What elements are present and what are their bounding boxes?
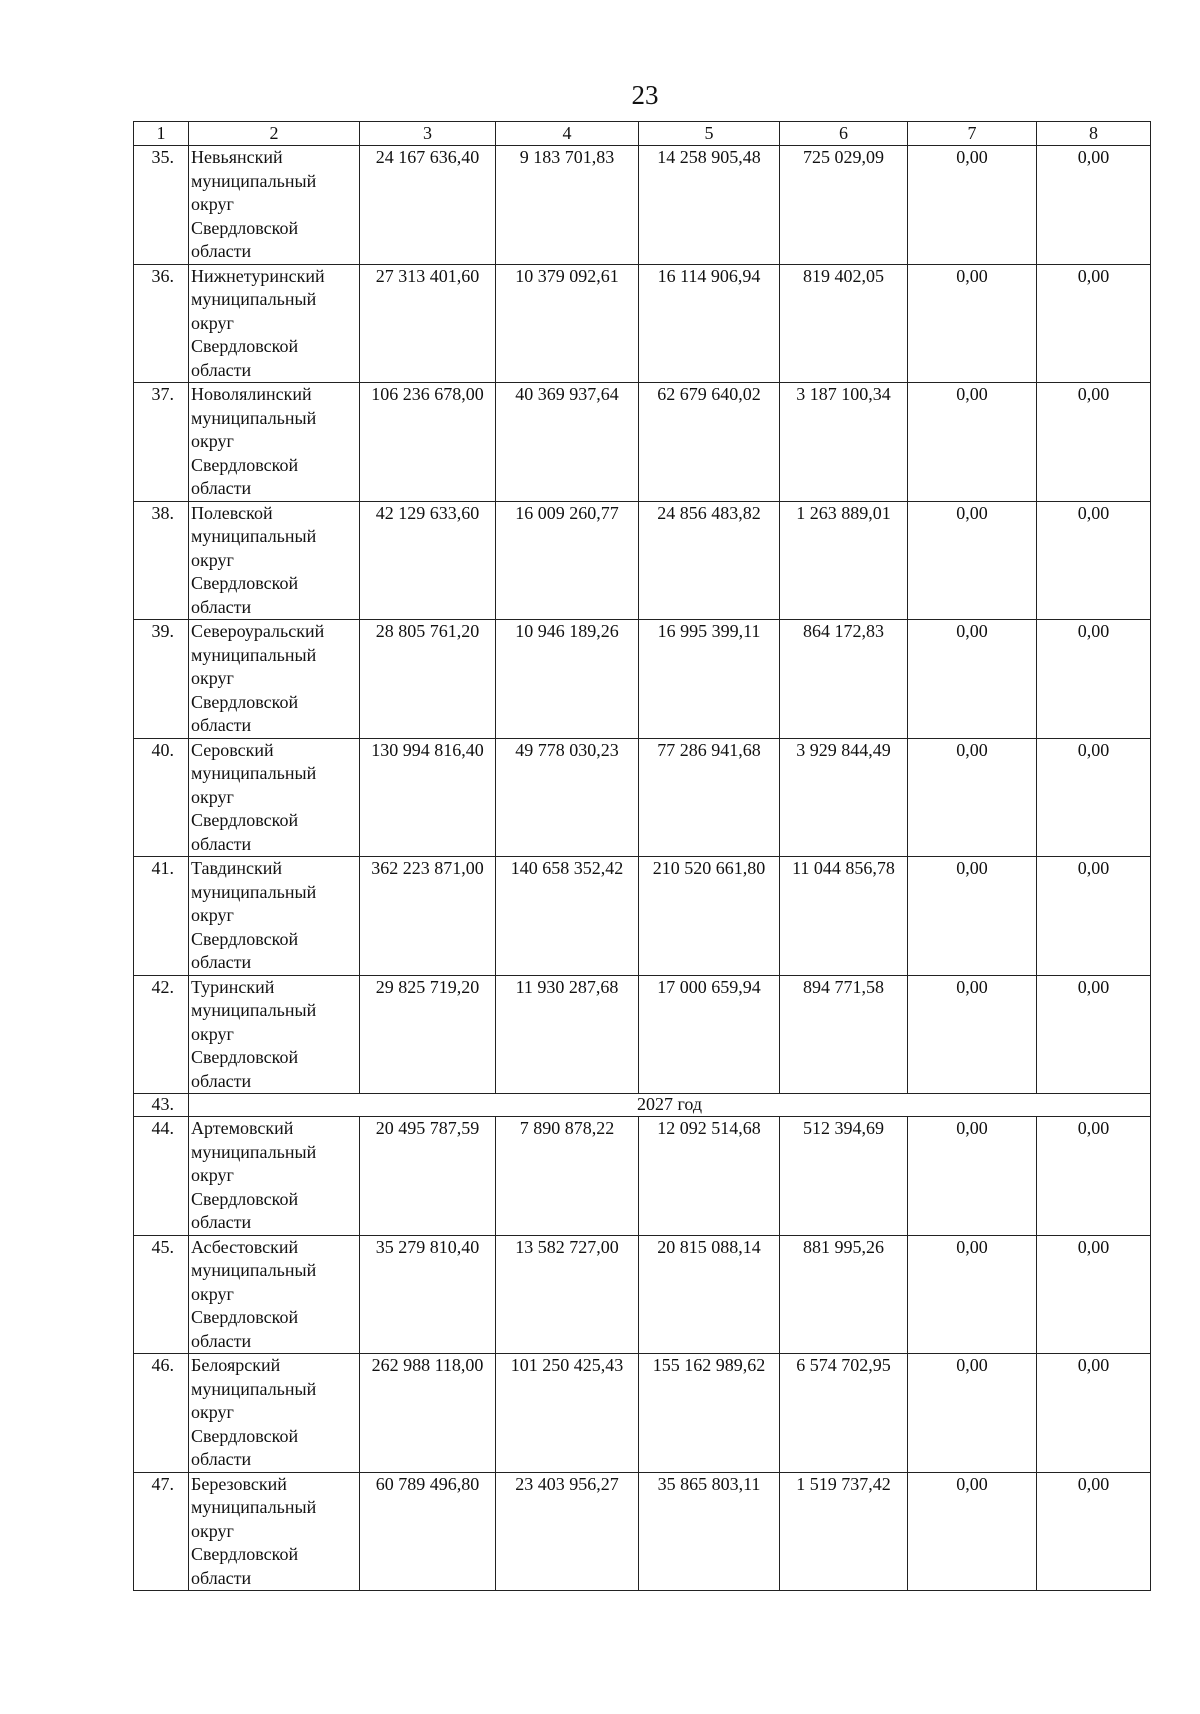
value-cell-v4: 16 009 260,77 bbox=[496, 501, 639, 620]
municipality-name-line: Свердловской bbox=[191, 691, 299, 712]
municipality-name-line: Свердловской bbox=[191, 810, 299, 830]
municipality-name-line: Свердловской bbox=[191, 1425, 299, 1446]
row-number: 42. bbox=[134, 975, 189, 1094]
municipality-name bbox=[189, 975, 360, 1094]
municipality-name-line: муниципальный bbox=[191, 1000, 317, 1020]
table-row bbox=[134, 1472, 1151, 1591]
row-number: 43. bbox=[134, 1094, 189, 1117]
value-cell-v8: 0,00 bbox=[1037, 857, 1151, 976]
municipality-name-line: округ bbox=[191, 668, 234, 688]
value-cell-v5: 20 815 088,14 bbox=[639, 1235, 780, 1354]
value-cell-v7: 0,00 bbox=[908, 1235, 1037, 1354]
municipality-name bbox=[189, 1354, 360, 1473]
value-cell-v3: 60 789 496,80 bbox=[360, 1472, 496, 1591]
value-cell-v6: 1 519 737,42 bbox=[780, 1472, 908, 1591]
municipality-name-line: муниципальный bbox=[191, 289, 317, 309]
table-row bbox=[134, 383, 1151, 502]
municipality-name-line: области bbox=[191, 952, 252, 972]
municipality-name-line: округ bbox=[191, 431, 234, 451]
value-cell-v8: 0,00 bbox=[1037, 264, 1151, 383]
row-number: 46. bbox=[134, 1354, 189, 1473]
value-cell-v8: 0,00 bbox=[1037, 501, 1151, 620]
value-cell-v8: 0,00 bbox=[1037, 738, 1151, 857]
municipality-name-line: округ bbox=[191, 194, 234, 214]
value-cell-v3: 42 129 633,60 bbox=[360, 501, 496, 620]
municipality-name-line: области bbox=[191, 1567, 252, 1588]
municipality-name-line: области bbox=[191, 1212, 252, 1232]
column-header: 3 bbox=[360, 122, 496, 146]
table-row bbox=[134, 1117, 1151, 1236]
municipality-name-line: Свердловской bbox=[191, 217, 299, 238]
value-cell-v8: 0,00 bbox=[1037, 1354, 1151, 1473]
municipality-name-line: муниципальный bbox=[191, 881, 317, 902]
municipality-name-line: Свердловской bbox=[191, 928, 299, 949]
municipality-name-line: муниципальный bbox=[191, 763, 317, 783]
row-number: 40. bbox=[134, 738, 189, 857]
row-number: 45. bbox=[134, 1235, 189, 1354]
municipality-name-line: муниципальный bbox=[191, 1497, 317, 1517]
column-header: 7 bbox=[908, 122, 1037, 146]
row-number: 47. bbox=[134, 1472, 189, 1591]
value-cell-v5: 77 286 941,68 bbox=[639, 738, 780, 857]
municipality-name bbox=[189, 383, 360, 502]
municipality-name-line: муниципальный bbox=[191, 1260, 317, 1280]
value-cell-v6: 11 044 856,78 bbox=[780, 857, 908, 976]
municipality-name-line: области bbox=[191, 1449, 252, 1469]
value-cell-v8: 0,00 bbox=[1037, 383, 1151, 502]
municipality-name bbox=[189, 1235, 360, 1354]
table-row bbox=[134, 620, 1151, 739]
row-number: 44. bbox=[134, 1117, 189, 1236]
municipality-name-line: округ bbox=[191, 1165, 234, 1185]
value-cell-v6: 6 574 702,95 bbox=[780, 1354, 908, 1473]
row-number: 39. bbox=[134, 620, 189, 739]
value-cell-v8: 0,00 bbox=[1037, 620, 1151, 739]
municipality-name-line: округ bbox=[191, 905, 234, 925]
value-cell-v5: 35 865 803,11 bbox=[639, 1472, 780, 1591]
value-cell-v7: 0,00 bbox=[908, 738, 1037, 857]
municipality-name-line: области bbox=[191, 833, 252, 854]
municipality-name bbox=[189, 1117, 360, 1236]
value-cell-v5: 14 258 905,48 bbox=[639, 146, 780, 265]
value-cell-v7: 0,00 bbox=[908, 1354, 1037, 1473]
value-cell-v3: 27 313 401,60 bbox=[360, 264, 496, 383]
table-row bbox=[134, 1354, 1151, 1473]
municipality-name-line: муниципальный bbox=[191, 526, 317, 546]
column-header: 4 bbox=[496, 122, 639, 146]
municipality-name-line: области bbox=[191, 241, 252, 261]
table-row bbox=[134, 1235, 1151, 1354]
value-cell-v3: 106 236 678,00 bbox=[360, 383, 496, 502]
value-cell-v3: 29 825 719,20 bbox=[360, 975, 496, 1094]
value-cell-v6: 512 394,69 bbox=[780, 1117, 908, 1236]
municipality-name-line: области bbox=[191, 596, 252, 617]
table-row bbox=[134, 146, 1151, 265]
table-row bbox=[134, 738, 1151, 857]
municipality-name-line: округ bbox=[191, 1402, 234, 1422]
municipality-name-line: Тавдинский bbox=[191, 858, 283, 878]
value-cell-v5: 210 520 661,80 bbox=[639, 857, 780, 976]
municipality-name-line: муниципальный bbox=[191, 1378, 317, 1399]
municipality-name-line: Свердловской bbox=[191, 573, 299, 593]
value-cell-v3: 28 805 761,20 bbox=[360, 620, 496, 739]
municipality-name-line: Нижнетуринский bbox=[191, 265, 325, 286]
year-section-row bbox=[134, 1094, 1151, 1117]
row-number: 35. bbox=[134, 146, 189, 265]
table-row bbox=[134, 264, 1151, 383]
value-cell-v3: 362 223 871,00 bbox=[360, 857, 496, 976]
municipality-name bbox=[189, 620, 360, 739]
value-cell-v5: 12 092 514,68 bbox=[639, 1117, 780, 1236]
municipality-name-line: Невьянский bbox=[191, 147, 283, 167]
municipality-name-line: области bbox=[191, 478, 252, 498]
municipality-name-line: Белоярский bbox=[191, 1355, 281, 1375]
year-label: 2027 год bbox=[189, 1094, 1151, 1117]
value-cell-v4: 7 890 878,22 bbox=[496, 1117, 639, 1236]
value-cell-v4: 13 582 727,00 bbox=[496, 1235, 639, 1354]
municipality-name bbox=[189, 1472, 360, 1591]
table-body bbox=[134, 122, 1151, 1591]
value-cell-v5: 16 995 399,11 bbox=[639, 620, 780, 739]
municipality-name bbox=[189, 501, 360, 620]
municipality-name-line: Свердловской bbox=[191, 1307, 299, 1327]
column-header: 5 bbox=[639, 122, 780, 146]
value-cell-v5: 24 856 483,82 bbox=[639, 501, 780, 620]
value-cell-v3: 24 167 636,40 bbox=[360, 146, 496, 265]
municipality-name-line: Полевской bbox=[191, 502, 273, 523]
value-cell-v3: 35 279 810,40 bbox=[360, 1235, 496, 1354]
value-cell-v4: 40 369 937,64 bbox=[496, 383, 639, 502]
value-cell-v8: 0,00 bbox=[1037, 1472, 1151, 1591]
row-number: 36. bbox=[134, 264, 189, 383]
municipality-name-line: Туринский bbox=[191, 976, 275, 997]
row-number: 38. bbox=[134, 501, 189, 620]
value-cell-v5: 155 162 989,62 bbox=[639, 1354, 780, 1473]
municipality-name-line: Артемовский bbox=[191, 1118, 294, 1138]
value-cell-v6: 3 187 100,34 bbox=[780, 383, 908, 502]
municipality-name bbox=[189, 264, 360, 383]
value-cell-v7: 0,00 bbox=[908, 264, 1037, 383]
value-cell-v7: 0,00 bbox=[908, 146, 1037, 265]
value-cell-v4: 10 946 189,26 bbox=[496, 620, 639, 739]
value-cell-v5: 16 114 906,94 bbox=[639, 264, 780, 383]
municipality-name bbox=[189, 146, 360, 265]
municipality-name-line: Свердловской bbox=[191, 336, 299, 356]
value-cell-v7: 0,00 bbox=[908, 1472, 1037, 1591]
column-header: 6 bbox=[780, 122, 908, 146]
column-header: 8 bbox=[1037, 122, 1151, 146]
municipality-name-line: Серовский bbox=[191, 739, 274, 760]
municipality-name-line: Свердловской bbox=[191, 1188, 299, 1209]
municipality-name-line: округ bbox=[191, 1283, 234, 1304]
value-cell-v7: 0,00 bbox=[908, 383, 1037, 502]
value-cell-v4: 10 379 092,61 bbox=[496, 264, 639, 383]
municipality-name-line: Свердловской bbox=[191, 1047, 299, 1067]
value-cell-v4: 9 183 701,83 bbox=[496, 146, 639, 265]
value-cell-v6: 894 771,58 bbox=[780, 975, 908, 1094]
table-row bbox=[134, 857, 1151, 976]
value-cell-v7: 0,00 bbox=[908, 975, 1037, 1094]
value-cell-v4: 23 403 956,27 bbox=[496, 1472, 639, 1591]
value-cell-v6: 1 263 889,01 bbox=[780, 501, 908, 620]
column-header: 2 bbox=[189, 122, 360, 146]
value-cell-v8: 0,00 bbox=[1037, 1117, 1151, 1236]
value-cell-v7: 0,00 bbox=[908, 501, 1037, 620]
municipality-name-line: округ bbox=[191, 549, 234, 570]
value-cell-v6: 819 402,05 bbox=[780, 264, 908, 383]
municipality-name-line: муниципальный bbox=[191, 170, 317, 191]
municipality-name-line: округ bbox=[191, 786, 234, 807]
municipality-name-line: Свердловской bbox=[191, 454, 299, 475]
municipality-name-line: области bbox=[191, 359, 252, 380]
value-cell-v6: 725 029,09 bbox=[780, 146, 908, 265]
municipality-name-line: Асбестовский bbox=[191, 1236, 299, 1257]
municipality-name-line: Свердловской bbox=[191, 1544, 299, 1564]
municipality-name bbox=[189, 738, 360, 857]
column-number-row bbox=[134, 122, 1151, 146]
municipality-name-line: округ bbox=[191, 312, 234, 333]
value-cell-v4: 101 250 425,43 bbox=[496, 1354, 639, 1473]
municipality-name bbox=[189, 857, 360, 976]
municipality-name-line: Новолялинский bbox=[191, 384, 312, 404]
municipality-name-line: округ bbox=[191, 1023, 234, 1044]
value-cell-v5: 62 679 640,02 bbox=[639, 383, 780, 502]
value-cell-v8: 0,00 bbox=[1037, 1235, 1151, 1354]
page-number: 23 bbox=[631, 80, 659, 110]
value-cell-v3: 20 495 787,59 bbox=[360, 1117, 496, 1236]
value-cell-v4: 140 658 352,42 bbox=[496, 857, 639, 976]
value-cell-v4: 11 930 287,68 bbox=[496, 975, 639, 1094]
municipality-name-line: округ bbox=[191, 1520, 234, 1541]
value-cell-v8: 0,00 bbox=[1037, 146, 1151, 265]
table-row bbox=[134, 501, 1151, 620]
municipality-name-line: муниципальный bbox=[191, 1141, 317, 1162]
municipality-name-line: муниципальный bbox=[191, 644, 317, 665]
value-cell-v3: 130 994 816,40 bbox=[360, 738, 496, 857]
municipality-name-line: области bbox=[191, 715, 252, 735]
value-cell-v5: 17 000 659,94 bbox=[639, 975, 780, 1094]
value-cell-v7: 0,00 bbox=[908, 1117, 1037, 1236]
municipality-name-line: области bbox=[191, 1330, 252, 1351]
value-cell-v8: 0,00 bbox=[1037, 975, 1151, 1094]
value-cell-v6: 864 172,83 bbox=[780, 620, 908, 739]
municipality-name-line: Североуральский bbox=[191, 621, 325, 641]
row-number: 41. bbox=[134, 857, 189, 976]
municipality-name-line: муниципальный bbox=[191, 407, 317, 428]
row-number: 37. bbox=[134, 383, 189, 502]
value-cell-v6: 881 995,26 bbox=[780, 1235, 908, 1354]
value-cell-v4: 49 778 030,23 bbox=[496, 738, 639, 857]
municipality-name-line: Березовский bbox=[191, 1473, 287, 1494]
value-cell-v3: 262 988 118,00 bbox=[360, 1354, 496, 1473]
municipality-name-line: области bbox=[191, 1070, 252, 1091]
column-header: 1 bbox=[134, 122, 189, 146]
value-cell-v7: 0,00 bbox=[908, 620, 1037, 739]
budget-table bbox=[133, 121, 1151, 1591]
table-row bbox=[134, 975, 1151, 1094]
value-cell-v6: 3 929 844,49 bbox=[780, 738, 908, 857]
value-cell-v7: 0,00 bbox=[908, 857, 1037, 976]
